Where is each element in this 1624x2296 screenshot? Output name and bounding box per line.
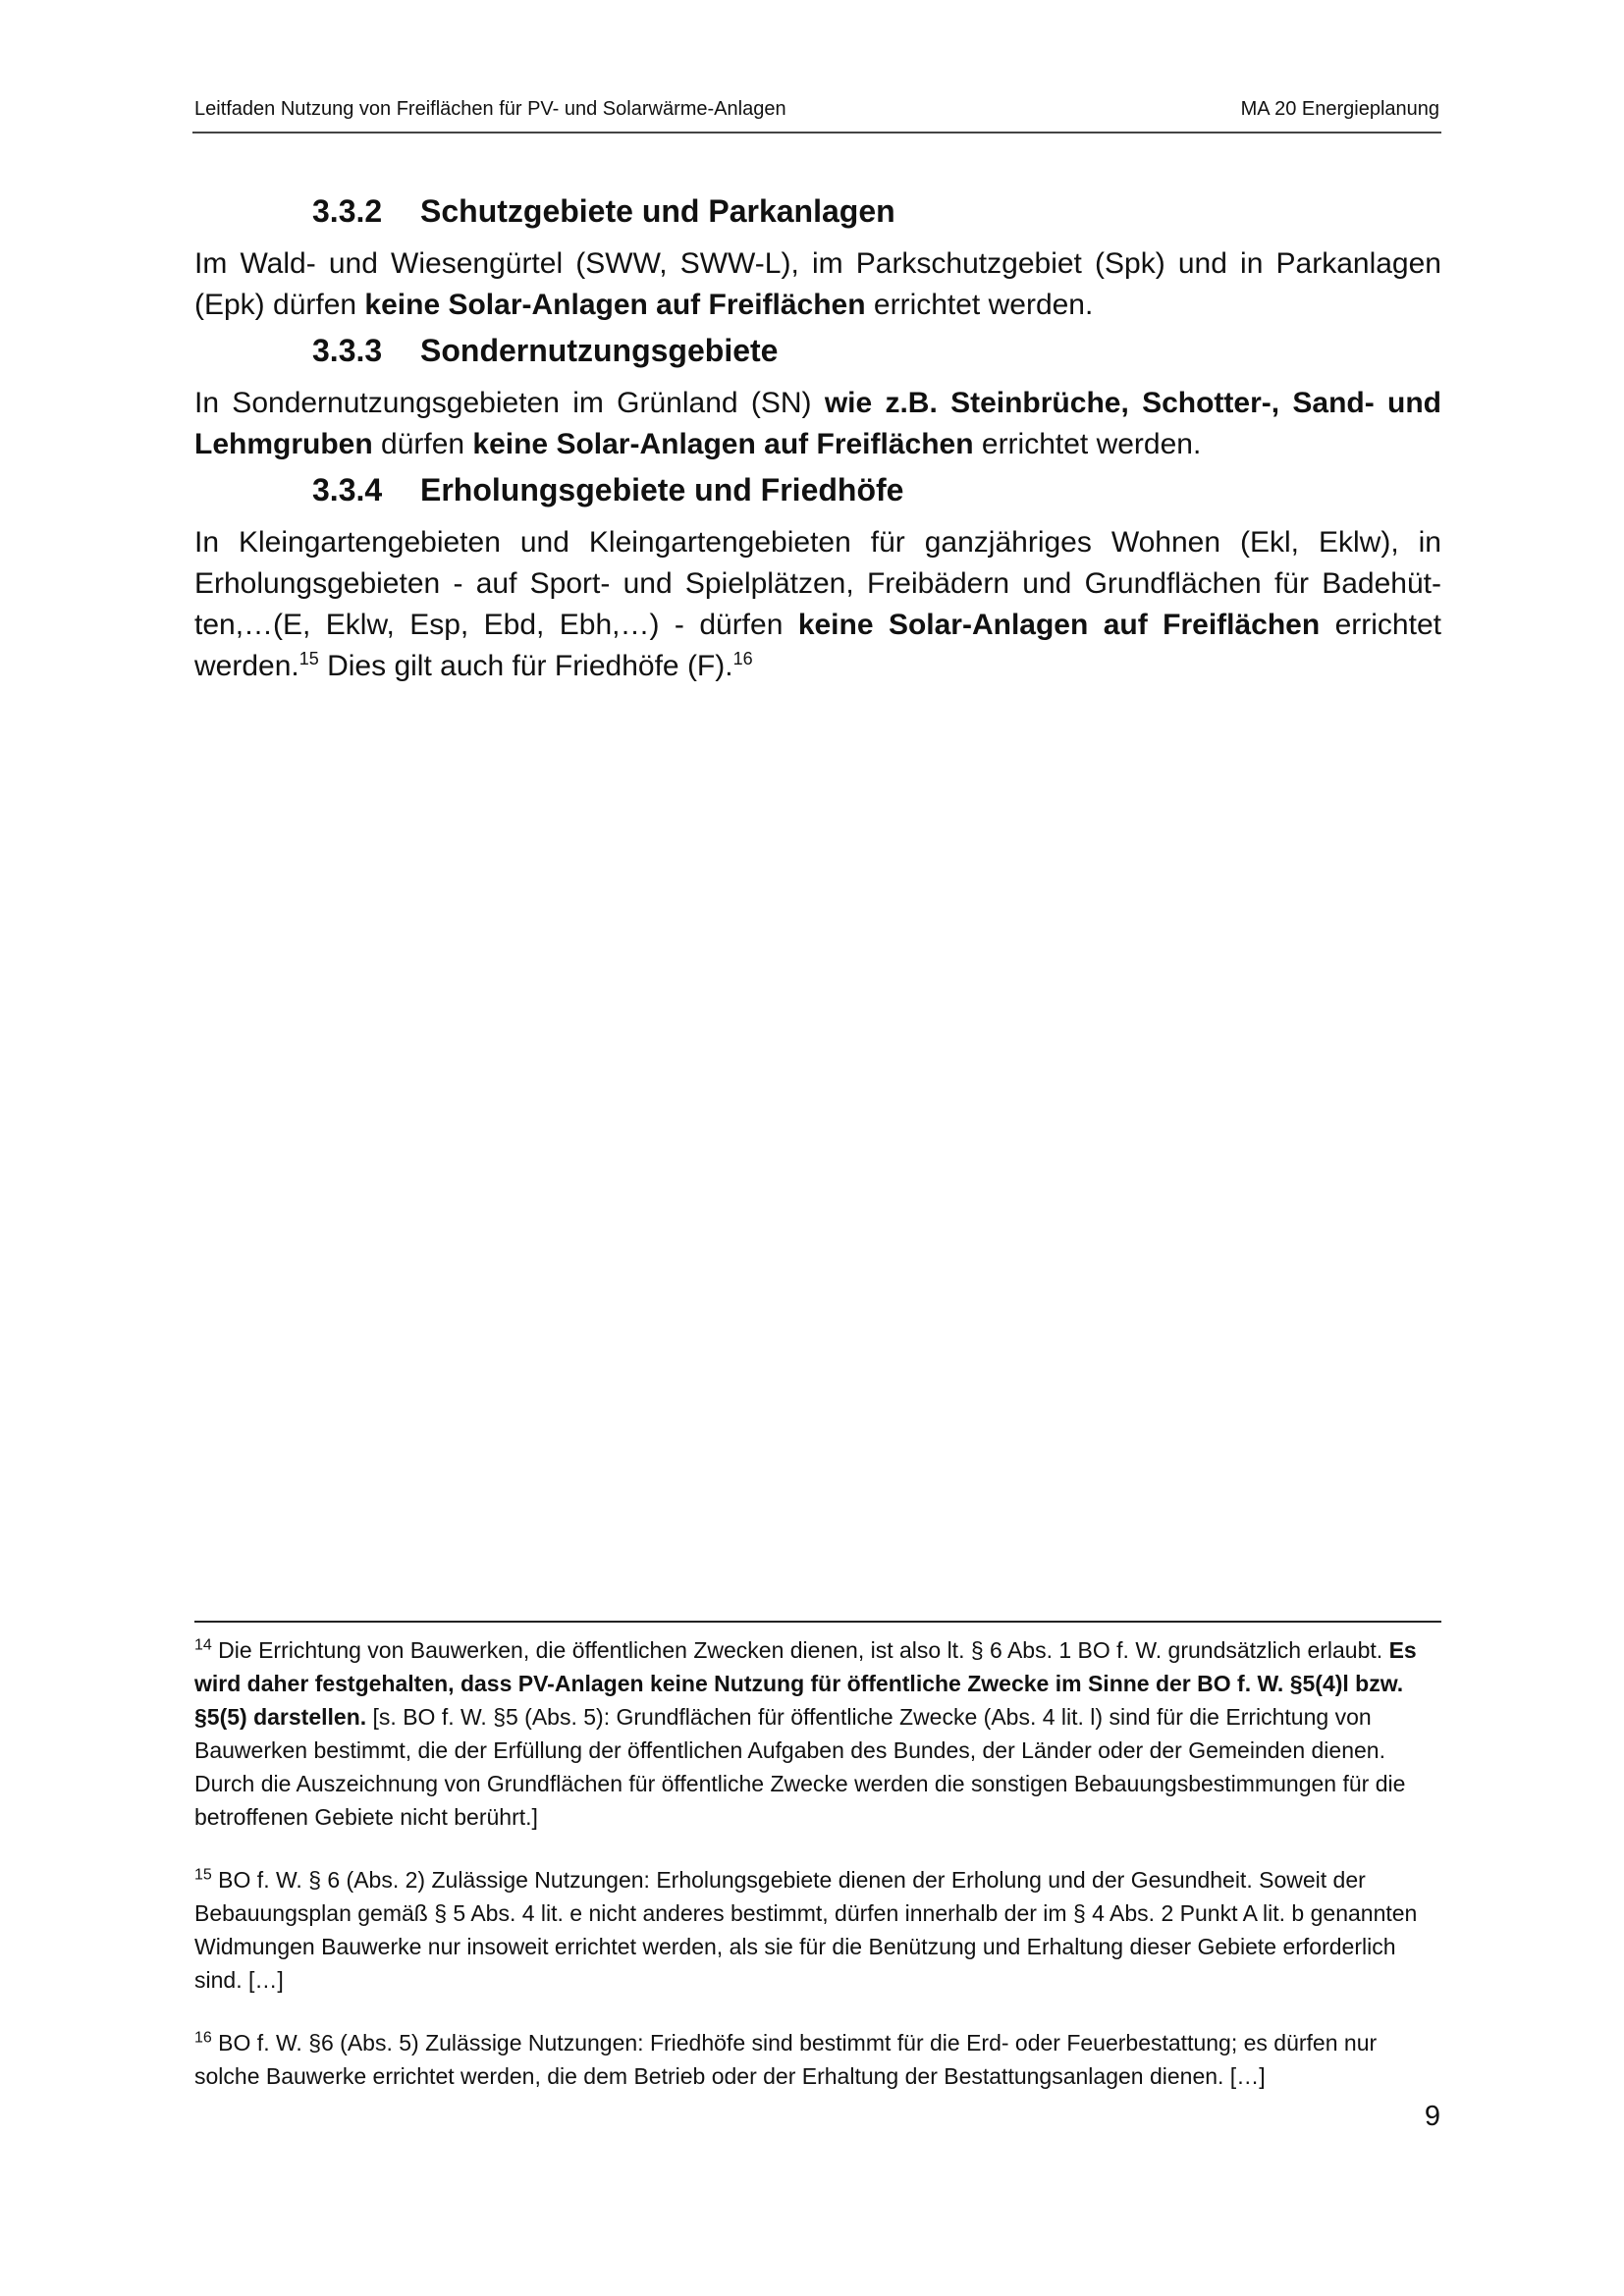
footnote-number: 15 [194, 1866, 212, 1884]
footnote-15 [194, 1863, 1441, 1997]
department-name: MA 20 Energieplanung [1240, 98, 1439, 120]
footnotes [194, 1633, 1441, 2122]
paragraph-text: Dies gilt auch für Friedhöfe (F). [318, 650, 733, 682]
section-paragraph-3-3-3 [194, 383, 1441, 465]
paragraph-text: Im Wald- und Wiesengürtel (SWW, SWW-L), im Parkschutzgebiet (Spk) und in Parkanlagen (Epk) dürfen [194, 247, 1441, 321]
emphasized-text: keine Solar-Anlagen auf Freiflächen [364, 289, 866, 321]
emphasized-text: wie z.B. Steinbrüche, Schotter-, Sand- und Lehmgruben [194, 387, 1441, 460]
section-heading-3-3-4 [194, 465, 1441, 514]
footnote-separator [194, 1621, 1441, 1623]
page-header [192, 96, 1441, 133]
paragraph-text: In Kleingartengebieten und Kleingartengebieten für ganzjähriges Wohnen (Ekl, Eklw), in Erholungsgebieten - auf Sport- und Spielplätzen, Freibädern und Grundflächen für Badehütten,…(E, Eklw, Esp, Ebd, Ebh,…) - dürfen [194, 526, 1441, 641]
section-heading-3-3-3 [194, 326, 1441, 375]
paragraph-text: dürfen [372, 428, 473, 460]
footnote-text: BO f. W. § 6 (Abs. 2) Zulässige Nutzungen: Erholungsgebiete dienen der Erholung und der Gesundheit. Soweit der Bebauungsplan gemäß § 5 Abs. 4 lit. e nicht anderes bestimmt, dürfen innerhalb der im § 4 Abs. 2 Punkt A lit. b genannten Widmungen Bauwerke nur insoweit errichtet werden, als sie für die Benützung und Erhaltung dieser Gebiete erforderlich sind. […] [194, 1867, 1418, 1993]
footnote-ref-16[interactable]: 16 [732, 649, 753, 668]
paragraph-text: errichtet werden. [194, 609, 1441, 682]
footnote-text: Die Errichtung von Bauwerken, die öffentlichen Zwecken dienen, ist also lt. § 6 Abs. 1 BO f. W. grundsätzlich erlaubt. [211, 1637, 1389, 1663]
footnote-number: 14 [194, 1636, 212, 1654]
emphasized-text: keine Solar-Anlagen auf Freiflächen [472, 428, 974, 460]
paragraph-text: errichtet werden. [865, 289, 1094, 321]
footnote-16 [194, 2026, 1441, 2093]
section-number: 3.3.4 [312, 472, 383, 507]
emphasized-text: keine Solar-Anlagen auf Freiflächen [797, 609, 1321, 641]
footnote-text: [s. BO f. W. §5 (Abs. 5): Grundflächen für öffentliche Zwecke (Abs. 4 lit. l) sind für die Errichtung von Bauwerken bestimmt, die der Erfüllung der öffentlichen Aufgaben des Bundes, der Länder oder der Gemeinden dienen. Durch die Auszeichnung von Grundflächen für öffentliche Zwecke werden die sonstigen Bebauungsbestimmungen für die betroffenen Gebiete nicht berührt.] [194, 1704, 1406, 1830]
section-number: 3.3.2 [312, 193, 383, 229]
section-paragraph-3-3-4 [194, 522, 1441, 687]
footnote-text: BO f. W. §6 (Abs. 5) Zulässige Nutzungen: Friedhöfe sind bestimmt für die Erd- oder Feuerbestattung; es dürfen nur solche Bauwerke errichtet werden, die dem Betrieb oder der Erhaltung der Bestattungsanlagen dienen. […] [194, 2030, 1378, 2089]
main-content [194, 187, 1441, 687]
section-title: Sondernutzungsgebiete [420, 333, 779, 368]
section-heading-3-3-2 [194, 187, 1441, 236]
document-title: Leitfaden Nutzung von Freiflächen für PV- und Solarwärme-Anlagen [194, 98, 786, 120]
footnote-emphasis: Es wird daher festgehalten, dass PV-Anlagen keine Nutzung für öffentliche Zwecke im Sinne der BO f. W. §5(4)l bzw. §5(5) darstellen. [194, 1637, 1417, 1730]
footnote-14 [194, 1633, 1441, 1834]
section-title: Erholungsgebiete und Friedhöfe [420, 472, 904, 507]
section-title: Schutzgebiete und Parkanlagen [420, 193, 895, 229]
footnote-ref-15[interactable]: 15 [298, 649, 319, 668]
section-number: 3.3.3 [312, 333, 383, 368]
page-number: 9 [1424, 2101, 1440, 2132]
paragraph-text: In Sondernutzungsgebieten im Grünland (SN) [194, 387, 825, 419]
paragraph-text: errichtet werden. [973, 428, 1202, 460]
section-paragraph-3-3-2 [194, 243, 1441, 326]
footnote-number: 16 [194, 2029, 212, 2047]
